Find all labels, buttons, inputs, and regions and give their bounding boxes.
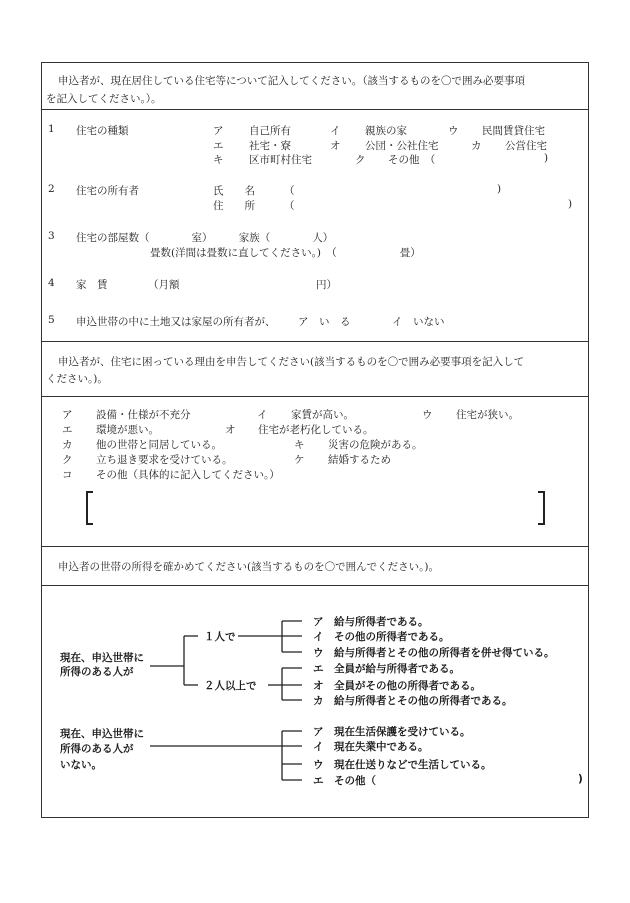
q1-label: 住宅の種類 bbox=[76, 125, 129, 137]
option-key[interactable]: カ bbox=[62, 439, 73, 451]
no-income-option[interactable]: エ その他（ bbox=[313, 775, 376, 787]
option-key[interactable]: ウ bbox=[422, 409, 433, 421]
option-key[interactable]: ク bbox=[62, 454, 73, 466]
option-text[interactable]: 家賃が高い。 bbox=[291, 409, 354, 421]
option-key[interactable]: イ bbox=[330, 125, 341, 137]
group2-label: 所得のある人が bbox=[60, 743, 134, 755]
income-option[interactable]: イ その他の所得者である。 bbox=[313, 631, 450, 643]
rent-field[interactable]: （月額 円） bbox=[148, 279, 337, 291]
option-text[interactable]: 環境が悪い。 bbox=[96, 424, 159, 436]
option-text[interactable]: 自己所有 bbox=[249, 125, 291, 137]
no-income-option[interactable]: ウ 現在仕送りなどで生活している。 bbox=[313, 759, 492, 771]
option-text[interactable]: 立ち退き要求を受けている。 bbox=[96, 454, 233, 466]
option-key[interactable]: エ bbox=[213, 140, 224, 152]
income-option[interactable]: ア 給与所得者である。 bbox=[313, 616, 429, 628]
group2-label: いない。 bbox=[60, 759, 102, 771]
other-income-field[interactable] bbox=[392, 773, 572, 787]
group1-label: 所得のある人が bbox=[60, 666, 134, 678]
no-income-option[interactable]: イ 現在失業中である。 bbox=[313, 741, 429, 753]
income-option[interactable]: カ 給与所得者とその他の所得者である。 bbox=[313, 695, 513, 707]
section2-header: 申込者が、住宅に困っている理由を申告してください(該当するものを〇で囲み必要事項を記入して bbox=[58, 356, 525, 368]
close-paren: ) bbox=[568, 198, 573, 210]
group1-label: 現在、申込世帯に bbox=[60, 652, 144, 664]
owner-name-label: 氏 名 bbox=[213, 185, 255, 197]
q3-rooms-family[interactable]: 住宅の部屋数（ 室） 家族（ 人） bbox=[76, 232, 334, 244]
option-text[interactable]: 設備・仕様が不充分 bbox=[96, 409, 191, 421]
two-plus-label[interactable]: ２人以上で bbox=[204, 680, 257, 692]
option-key[interactable]: ア bbox=[213, 125, 224, 137]
q4-number: 4 bbox=[48, 277, 55, 289]
option-text[interactable]: 結婚するため bbox=[328, 454, 391, 466]
open-paren: （ bbox=[284, 200, 295, 212]
option-key[interactable]: キ bbox=[294, 439, 305, 451]
close-paren: ) bbox=[497, 183, 502, 195]
group2-label: 現在、申込世帯に bbox=[60, 728, 144, 740]
option-text[interactable]: 民間賃貸住宅 bbox=[482, 125, 545, 137]
option-none[interactable]: イ いない bbox=[392, 316, 445, 328]
q5-label: 申込世帯の中に土地又は家屋の所有者が、 bbox=[76, 316, 276, 328]
income-option[interactable]: エ 全員が給与所得者である。 bbox=[313, 663, 460, 675]
q4-label: 家 賃 bbox=[76, 279, 108, 291]
option-text[interactable]: その他 （ bbox=[388, 154, 436, 166]
q1-number: 1 bbox=[48, 123, 55, 135]
option-text[interactable]: 公営住宅 bbox=[505, 140, 547, 152]
owner-address-label: 住 所 bbox=[213, 200, 255, 212]
option-key[interactable]: コ bbox=[62, 469, 73, 481]
option-key[interactable]: エ bbox=[62, 424, 73, 436]
close-paren: ) bbox=[544, 152, 549, 164]
option-key[interactable]: オ bbox=[330, 140, 341, 152]
income-option[interactable]: オ 全員がその他の所得者である。 bbox=[313, 680, 481, 692]
option-text[interactable]: 住宅が老朽化している。 bbox=[258, 424, 374, 436]
option-key[interactable]: ケ bbox=[294, 454, 305, 466]
section1-header: 申込者が、現在居住している住宅等について記入してください。（該当するものを〇で囲み必要事項 bbox=[58, 75, 526, 87]
option-key[interactable]: オ bbox=[225, 424, 236, 436]
q3-tatami[interactable]: 畳数(洋間は畳数に直してください。) （ 畳） bbox=[150, 247, 421, 259]
close-paren: ) bbox=[578, 773, 583, 785]
option-text[interactable]: その他（具体的に記入してください。） bbox=[96, 469, 280, 481]
section1-header-cont: を記入してください。）。 bbox=[46, 93, 162, 105]
open-paren: （ bbox=[284, 185, 295, 197]
option-key[interactable]: ウ bbox=[448, 125, 459, 137]
option-exists[interactable]: ア い る bbox=[298, 316, 351, 328]
one-person-label[interactable]: １人で bbox=[204, 631, 236, 643]
option-key[interactable]: キ bbox=[213, 154, 224, 166]
no-income-option[interactable]: ア 現在生活保護を受けている。 bbox=[313, 726, 471, 738]
option-key[interactable]: カ bbox=[471, 140, 482, 152]
option-key[interactable]: ア bbox=[62, 409, 73, 421]
option-text[interactable]: 災害の危険がある。 bbox=[328, 439, 423, 451]
section2-header-cont: ください。)。 bbox=[46, 373, 108, 385]
option-key[interactable]: イ bbox=[257, 409, 268, 421]
q5-number: 5 bbox=[48, 314, 55, 326]
option-text[interactable]: 他の世帯と同居している。 bbox=[96, 439, 222, 451]
section3-header: 申込者の世帯の所得を確かめてください(該当するものを〇で囲んでください。)。 bbox=[58, 561, 439, 573]
income-option[interactable]: ウ 給与所得者とその他の所得者を併せ得ている。 bbox=[313, 647, 555, 659]
option-text[interactable]: 親族の家 bbox=[365, 125, 407, 137]
option-text[interactable]: 公団・公社住宅 bbox=[365, 140, 439, 152]
q3-number: 3 bbox=[48, 230, 55, 242]
option-text[interactable]: 住宅が狭い。 bbox=[456, 409, 519, 421]
option-text[interactable]: 社宅・寮 bbox=[249, 140, 291, 152]
q2-label: 住宅の所有者 bbox=[76, 185, 139, 197]
option-key[interactable]: ク bbox=[355, 154, 366, 166]
option-text[interactable]: 区市町村住宅 bbox=[249, 154, 312, 166]
q2-number: 2 bbox=[48, 183, 55, 195]
